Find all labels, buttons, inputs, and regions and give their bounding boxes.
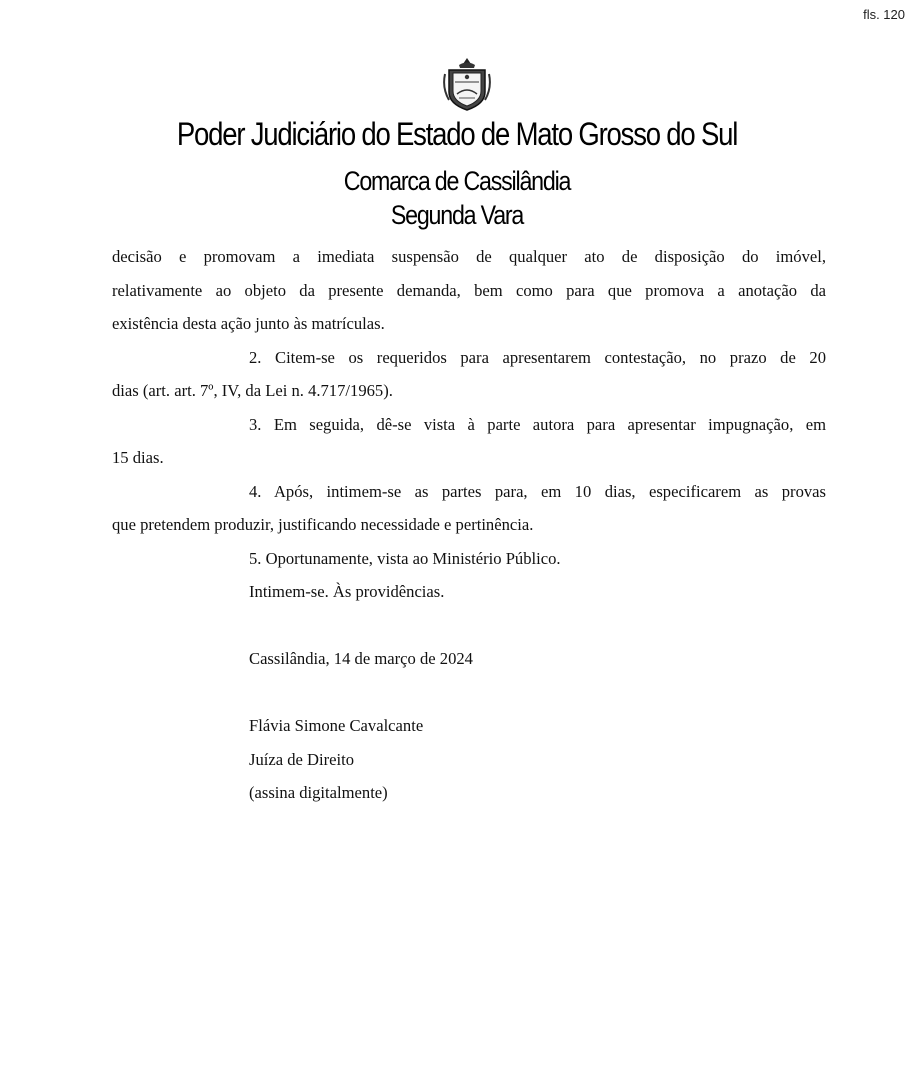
paragraph-6: Intimem-se. Às providências. [249, 582, 445, 601]
paragraph-4-line-2: que pretendem produzir, justificando necessidade e pertinência. [112, 515, 534, 534]
paragraph-3-line-2: 15 dias. [112, 448, 164, 467]
signer-name: Flávia Simone Cavalcante [249, 716, 424, 735]
paragraph-1-line-3: existência desta ação junto às matrículas. [112, 314, 385, 333]
state-coat-of-arms-icon [441, 56, 493, 112]
paragraph-4-line-1: 4. Após, intimem-se as partes para, em 10 dias, especificarem as provas [249, 481, 826, 501]
paragraph-2-line-2: dias (art. art. 7º, IV, da Lei n. 4.717/1965). [112, 381, 393, 400]
place-and-date: Cassilândia, 14 de março de 2024 [249, 649, 473, 668]
paragraph-5: 5. Oportunamente, vista ao Ministério Público. [249, 548, 561, 568]
vara-title: Segunda Vara [390, 200, 524, 230]
paragraph-1-line-1: decisão e promovam a imediata suspensão de qualquer ato de disposição do imóvel, [112, 247, 826, 266]
paragraph-2-line-1: 2. Citem-se os requeridos para apresentarem contestação, no prazo de 20 [249, 347, 826, 367]
page-number: fls. 120 [863, 7, 905, 22]
institution-title: Poder Judiciário do Estado de Mato Grosso do Sul [176, 116, 738, 152]
signer-title: Juíza de Direito [249, 749, 355, 769]
signature-note: (assina digitalmente) [249, 783, 388, 802]
paragraph-1-line-2: relativamente ao objeto da presente demanda, bem como para que promova a anotação da [112, 280, 826, 300]
comarca-title: Comarca de Cassilândia [343, 166, 571, 196]
paragraph-3-line-1: 3. Em seguida, dê-se vista à parte autora para apresentar impugnação, em [249, 414, 826, 434]
decision-body [112, 240, 826, 810]
